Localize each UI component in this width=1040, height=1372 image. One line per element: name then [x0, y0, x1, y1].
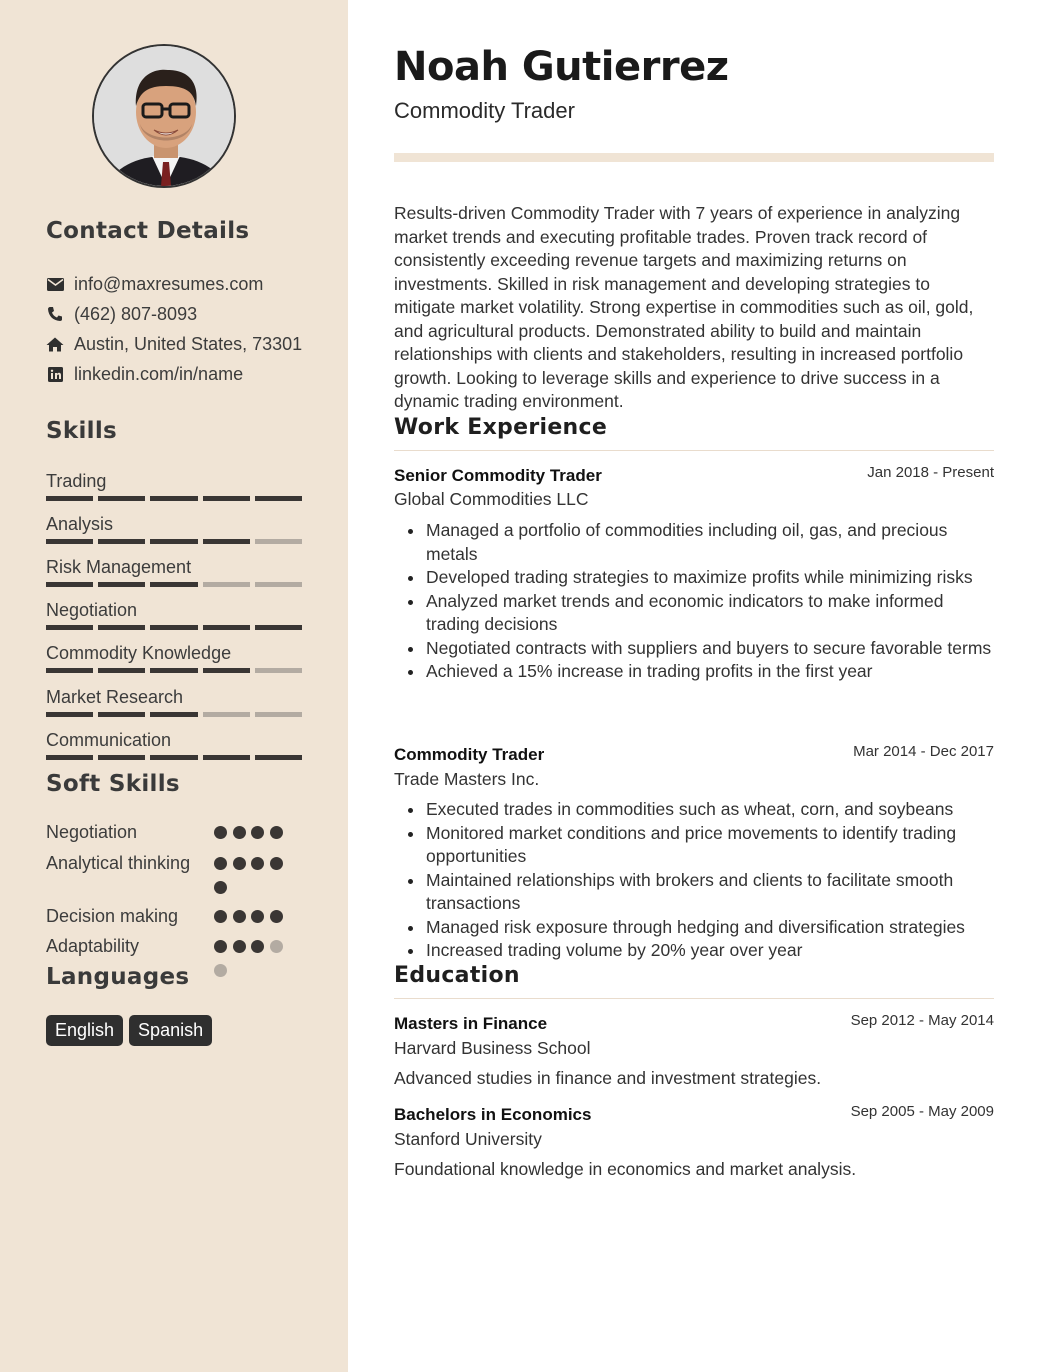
- skill-label: Analysis: [46, 514, 114, 534]
- rating-dot: [270, 857, 283, 870]
- skill-level-bar: [46, 668, 302, 673]
- education-heading: Education: [394, 963, 520, 988]
- skill-level-segment: [98, 668, 145, 673]
- soft-skill-label: Adaptability: [46, 936, 140, 956]
- contact-linkedin-text: linkedin.com/in/name: [74, 363, 244, 384]
- languages-list: [46, 1015, 212, 1046]
- skill-level-segment: [203, 539, 250, 544]
- language-badge: Spanish: [129, 1015, 212, 1046]
- soft-skill-item: [46, 904, 306, 928]
- skill-level-segment: [203, 712, 250, 717]
- education-divider: [394, 998, 994, 999]
- skills-heading: Skills: [46, 418, 118, 444]
- contact-email-text: info@maxresumes.com: [74, 273, 264, 294]
- edu-description: Foundational knowledge in economics and market analysis.: [394, 1159, 857, 1179]
- skill-level-bar: [46, 755, 302, 760]
- linkedin-icon: [46, 365, 64, 383]
- contact-phone[interactable]: [46, 302, 197, 326]
- skill-item: [46, 513, 302, 535]
- job-dates: Jan 2018 - Present: [867, 464, 994, 481]
- skill-level-bar: [46, 539, 302, 544]
- skill-level-segment: [46, 539, 93, 544]
- avatar: [92, 44, 236, 188]
- language-badge: English: [46, 1015, 123, 1046]
- rating-dot: [233, 826, 246, 839]
- summary: Results-driven Commodity Trader with 7 years of experience in analyzing market trends and executing profitable trades. Proven track record of consistently exceeding revenue targets and maximizing returns on investments. Skilled in risk management and developing strategies to mitigate market volatility. Strong expertise in commodities such as oil, gold, and agricultural products. Demonstrated ability to build and maintain relationships with clients and stakeholders, resulting in increased portfolio growth. Looking to leverage skills and experience to drive success in a dynamic trading environment.: [394, 203, 974, 411]
- skill-label: Risk Management: [46, 557, 192, 577]
- rating-dot: [270, 940, 283, 953]
- list-item: Maintained relationships with brokers and clients to facilitate smooth transactions: [394, 869, 994, 916]
- skill-level-segment: [46, 755, 93, 760]
- skill-level-segment: [255, 539, 302, 544]
- list-item: Negotiated contracts with suppliers and buyers to secure favorable terms: [394, 637, 994, 661]
- rating-dot: [251, 940, 264, 953]
- edu-description: Advanced studies in finance and investment strategies.: [394, 1068, 822, 1088]
- skill-level-segment: [150, 668, 197, 673]
- soft-skill-item: [46, 820, 306, 844]
- main-content: [348, 0, 1040, 1372]
- list-item: Increased trading volume by 20% year over year: [394, 939, 994, 963]
- experience-divider: [394, 450, 994, 451]
- person-name: Noah Gutierrez: [394, 44, 729, 90]
- list-item: Analyzed market trends and economic indicators to make informed trading decisions: [394, 590, 994, 637]
- skill-level-segment: [150, 496, 197, 501]
- job-company: Global Commodities LLC: [394, 489, 589, 509]
- edu-school: Stanford University: [394, 1129, 542, 1149]
- skill-level-segment: [203, 755, 250, 760]
- skill-level-segment: [150, 539, 197, 544]
- rating-dot: [214, 857, 227, 870]
- skill-level-segment: [150, 625, 197, 630]
- job-company: Trade Masters Inc.: [394, 769, 540, 789]
- skill-item: [46, 686, 302, 708]
- envelope-icon: [46, 275, 64, 293]
- skill-label: Market Research: [46, 687, 184, 707]
- soft-skill-label: Analytical thinking: [46, 853, 191, 873]
- skill-level-segment: [46, 712, 93, 717]
- skill-level-segment: [98, 582, 145, 587]
- edu-dates: Sep 2005 - May 2009: [850, 1103, 994, 1120]
- edu-degree: Masters in Finance: [394, 1014, 548, 1033]
- rating-dot: [251, 857, 264, 870]
- skill-label: Trading: [46, 471, 107, 491]
- rating-dot: [214, 964, 227, 977]
- job-bullets: [394, 798, 994, 963]
- rating-dot: [270, 826, 283, 839]
- rating-dot: [233, 910, 246, 923]
- skill-level-segment: [150, 582, 197, 587]
- edu-degree: Bachelors in Economics: [394, 1105, 592, 1124]
- skill-level-bar: [46, 712, 302, 717]
- skill-level-segment: [98, 712, 145, 717]
- languages-heading: Languages: [46, 964, 190, 990]
- soft-skill-item: [46, 851, 306, 875]
- job-dates: Mar 2014 - Dec 2017: [853, 743, 994, 760]
- skill-level-segment: [46, 668, 93, 673]
- skill-level-segment: [255, 582, 302, 587]
- skill-item: [46, 729, 302, 751]
- rating-dot: [270, 910, 283, 923]
- skill-level-bar: [46, 582, 302, 587]
- soft-skill-label: Decision making: [46, 906, 179, 926]
- contact-linkedin[interactable]: [46, 362, 243, 386]
- skill-item: [46, 599, 302, 621]
- skill-level-segment: [98, 496, 145, 501]
- skill-level-segment: [203, 668, 250, 673]
- skill-level-segment: [98, 539, 145, 544]
- list-item: Developed trading strategies to maximize profits while minimizing risks: [394, 566, 994, 590]
- person-title: Commodity Trader: [394, 98, 575, 123]
- contact-phone-text: (462) 807-8093: [74, 303, 198, 324]
- job-bullets: [394, 519, 994, 684]
- skill-item: [46, 470, 302, 492]
- skill-level-segment: [255, 625, 302, 630]
- rating-dot: [233, 940, 246, 953]
- skill-level-segment: [203, 625, 250, 630]
- rating-dot: [214, 910, 227, 923]
- rating-dot: [214, 881, 227, 894]
- skill-level-segment: [255, 712, 302, 717]
- job-role: Commodity Trader: [394, 745, 545, 764]
- list-item: Monitored market conditions and price movements to identify trading opportunities: [394, 822, 994, 869]
- rating-dot: [251, 826, 264, 839]
- skill-label: Communication: [46, 730, 172, 750]
- list-item: Executed trades in commodities such as wheat, corn, and soybeans: [394, 798, 994, 822]
- experience-heading: Work Experience: [394, 415, 608, 440]
- rating-dot: [233, 857, 246, 870]
- skill-level-segment: [46, 625, 93, 630]
- skill-label: Commodity Knowledge: [46, 643, 232, 663]
- header-divider: [394, 153, 994, 162]
- skill-level-segment: [255, 668, 302, 673]
- skill-level-segment: [255, 755, 302, 760]
- phone-icon: [46, 305, 64, 323]
- list-item: Managed risk exposure through hedging and diversification strategies: [394, 916, 994, 940]
- list-item: Managed a portfolio of commodities including oil, gas, and precious metals: [394, 519, 994, 566]
- skill-item: [46, 556, 302, 578]
- rating-dot: [214, 940, 227, 953]
- skill-item: [46, 642, 302, 664]
- home-icon: [46, 335, 64, 353]
- skill-level-segment: [150, 755, 197, 760]
- skill-label: Negotiation: [46, 600, 138, 620]
- edu-school: Harvard Business School: [394, 1038, 591, 1058]
- skill-level-segment: [203, 496, 250, 501]
- skill-level-segment: [98, 755, 145, 760]
- skill-level-segment: [46, 582, 93, 587]
- soft-skills-heading: Soft Skills: [46, 771, 180, 797]
- edu-dates: Sep 2012 - May 2014: [850, 1012, 994, 1029]
- profile-photo: [94, 46, 236, 188]
- skill-level-segment: [150, 712, 197, 717]
- soft-skill-item: [46, 934, 306, 958]
- contact-address: [46, 332, 302, 356]
- skill-level-bar: [46, 496, 302, 501]
- skill-level-segment: [98, 625, 145, 630]
- job-role: Senior Commodity Trader: [394, 466, 602, 485]
- skill-level-segment: [203, 582, 250, 587]
- contact-email[interactable]: [46, 272, 263, 296]
- sidebar: [0, 0, 348, 1372]
- skill-level-segment: [255, 496, 302, 501]
- soft-skill-label: Negotiation: [46, 822, 138, 842]
- skill-level-bar: [46, 625, 302, 630]
- skill-level-segment: [46, 496, 93, 501]
- contact-address-text: Austin, United States, 73301: [74, 333, 303, 354]
- rating-dot: [251, 910, 264, 923]
- contact-heading: Contact Details: [46, 218, 250, 244]
- rating-dot: [214, 826, 227, 839]
- list-item: Achieved a 15% increase in trading profits in the first year: [394, 660, 994, 684]
